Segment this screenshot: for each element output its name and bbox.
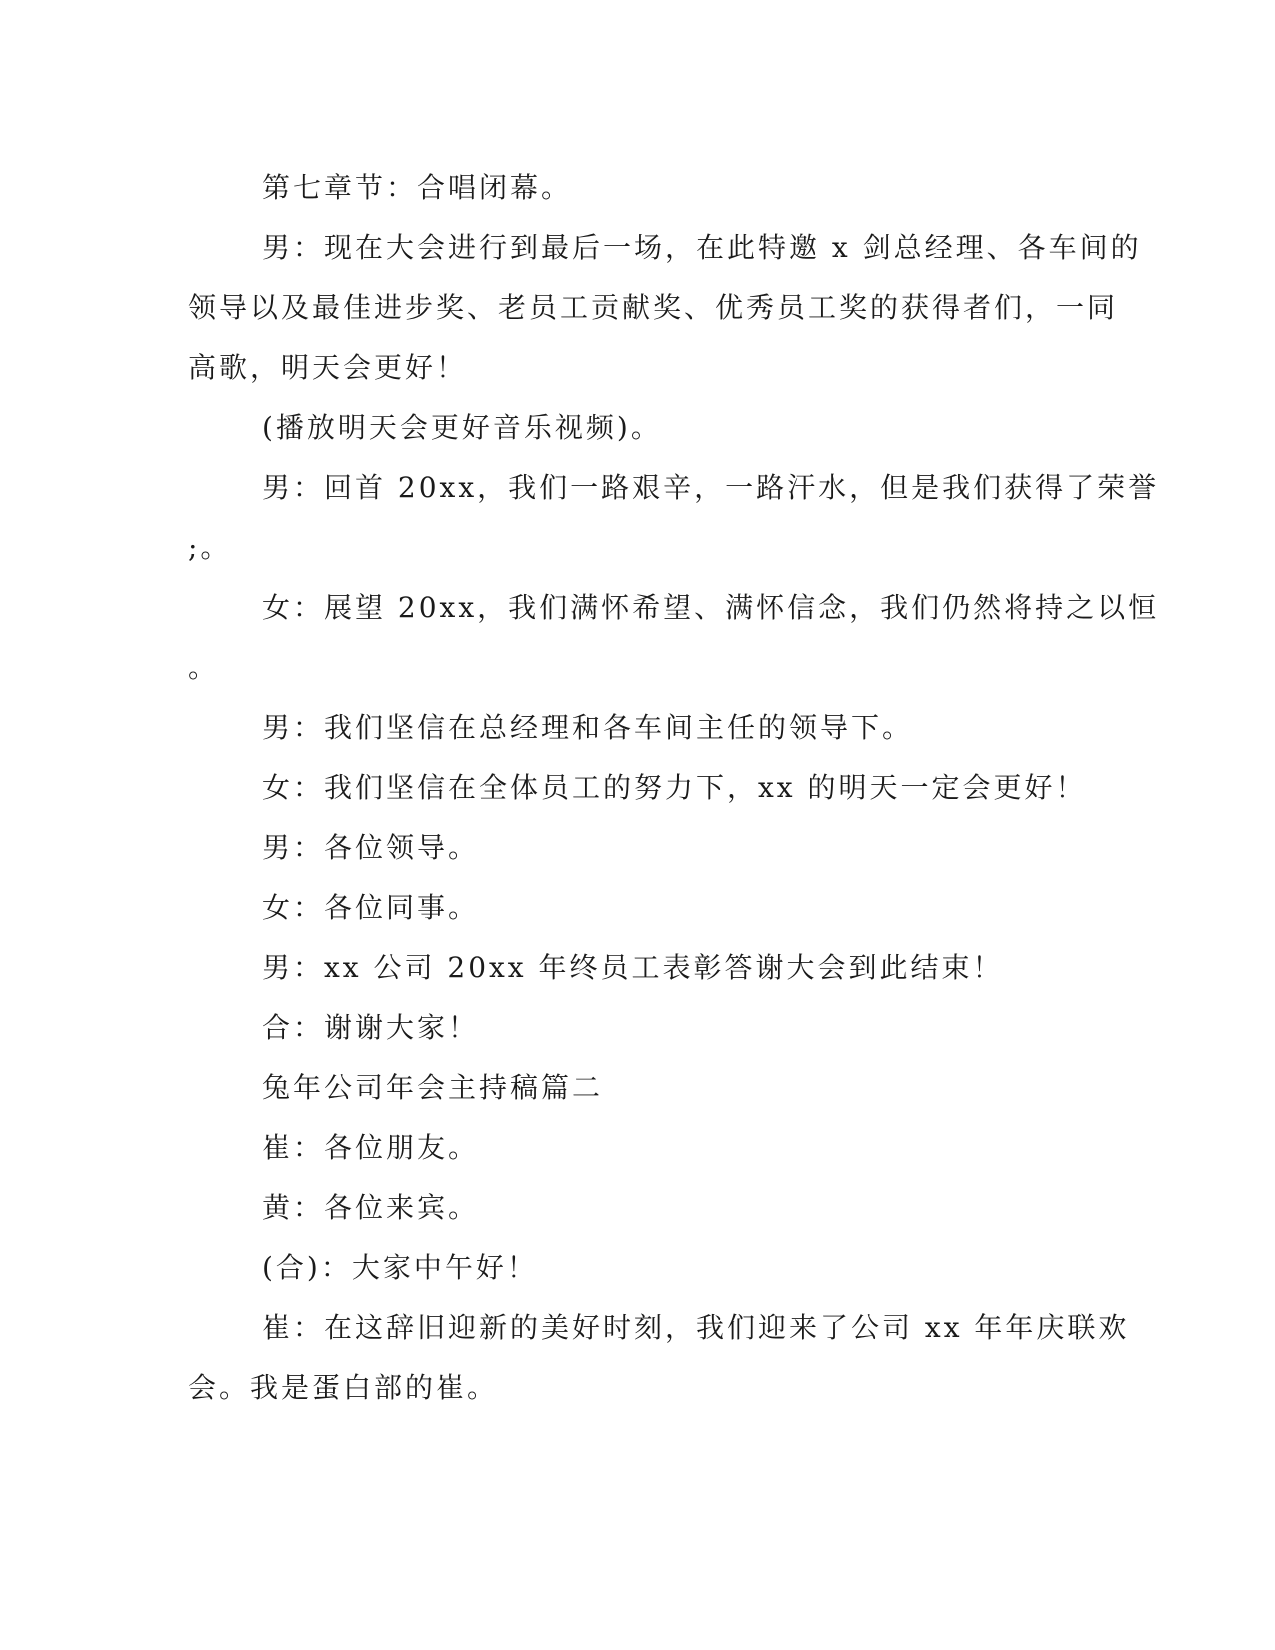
paragraph-female-outlook xyxy=(188,578,1160,698)
paragraph-male-review xyxy=(188,458,1160,578)
text-line: 女：各位同事。 xyxy=(262,891,480,924)
text-line: 男：各位领导。 xyxy=(262,831,480,864)
paragraph-male-invite xyxy=(188,218,1142,398)
document-body xyxy=(188,158,1160,1418)
paragraph-male-believe xyxy=(188,698,1088,758)
paragraph-huang-guests xyxy=(188,1178,1088,1238)
paragraph-chapter-seven xyxy=(188,158,1088,218)
text-line: 崔：在这辞旧迎新的美好时刻，我们迎来了公司 xx 年年庆联欢 xyxy=(262,1311,1130,1344)
text-line: 第七章节：合唱闭幕。 xyxy=(262,171,573,204)
text-line: 兔年公司年会主持稿篇二 xyxy=(262,1071,604,1104)
text-line: 男：回首 20xx，我们一路艰辛，一路汗水，但是我们获得了荣誉 xyxy=(262,471,1160,504)
text-line: 女：我们坚信在全体员工的努力下，xx 的明天一定会更好！ xyxy=(262,771,1087,804)
text-line: 黄：各位来宾。 xyxy=(262,1191,480,1224)
paragraph-male-closing xyxy=(188,938,1088,998)
text-line: 男：xx 公司 20xx 年终员工表彰答谢大会到此结束！ xyxy=(262,951,1004,984)
text-line: 合：谢谢大家！ xyxy=(262,1011,480,1044)
text-line: 女：展望 20xx，我们满怀希望、满怀信念，我们仍然将持之以恒 xyxy=(262,591,1160,624)
text-line: 男：我们坚信在总经理和各车间主任的领导下。 xyxy=(262,711,914,744)
text-line: 。 xyxy=(188,651,220,684)
paragraph-play-video xyxy=(188,398,1088,458)
text-line: 高歌，明天会更好！ xyxy=(188,351,468,384)
text-line: 崔：各位朋友。 xyxy=(262,1131,480,1164)
section-heading-part-two xyxy=(188,1058,1088,1118)
text-line: 领导以及最佳进步奖、老员工贡献奖、优秀员工奖的获得者们，一同 xyxy=(188,291,1119,324)
text-line: 男：现在大会进行到最后一场，在此特邀 x 剑总经理、各车间的 xyxy=(262,231,1142,264)
paragraph-cui-friends xyxy=(188,1118,1088,1178)
paragraph-together-greeting xyxy=(188,1238,1088,1298)
text-line: 会。我是蛋白部的崔。 xyxy=(188,1371,499,1404)
paragraph-female-believe xyxy=(188,758,1088,818)
paragraph-female-colleagues xyxy=(188,878,1088,938)
paragraph-male-leaders xyxy=(188,818,1088,878)
paragraph-cui-intro xyxy=(188,1298,1130,1418)
text-line: ;。 xyxy=(188,531,232,564)
paragraph-together-thanks xyxy=(188,998,1088,1058)
text-line: (播放明天会更好音乐视频)。 xyxy=(262,411,662,444)
text-line: (合)：大家中午好！ xyxy=(262,1251,538,1284)
